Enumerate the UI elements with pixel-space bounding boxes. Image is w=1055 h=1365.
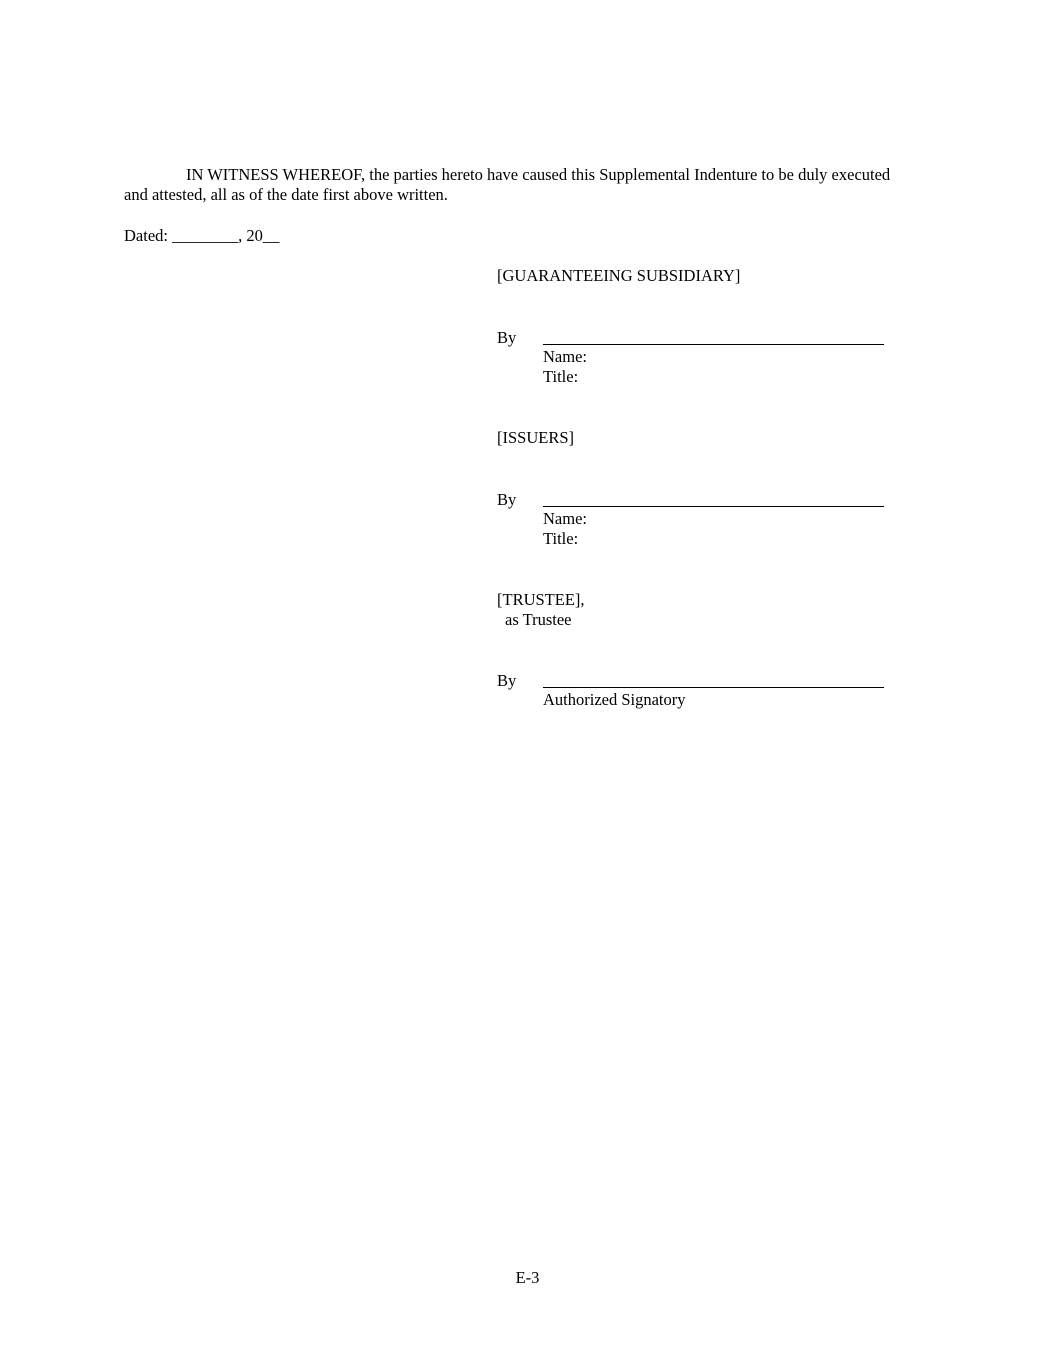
issuers-heading: [ISSUERS]	[497, 428, 575, 447]
title-label: Title:	[543, 367, 579, 386]
guaranteeing-subsidiary-heading: [GUARANTEEING SUBSIDIARY]	[497, 266, 741, 285]
title-label: Title:	[543, 529, 579, 548]
trustee-heading: [TRUSTEE],	[497, 590, 585, 609]
by-label: By	[497, 671, 517, 690]
page-number: E-3	[515, 1268, 540, 1287]
dated-line: Dated: ________, 20__	[124, 226, 280, 245]
authorized-signatory-label: Authorized Signatory	[543, 690, 686, 709]
by-label: By	[497, 490, 517, 509]
name-label: Name:	[543, 347, 587, 366]
signature-line	[543, 344, 884, 345]
by-label: By	[497, 328, 517, 347]
witness-paragraph-line-2: and attested, all as of the date first above written.	[124, 185, 448, 204]
signature-line	[543, 687, 884, 688]
name-label: Name:	[543, 509, 587, 528]
signature-line	[543, 506, 884, 507]
witness-paragraph-line-1: IN WITNESS WHEREOF, the parties hereto have caused this Supplemental Indenture to be duly executed	[186, 165, 891, 184]
trustee-subheading: as Trustee	[505, 610, 572, 629]
